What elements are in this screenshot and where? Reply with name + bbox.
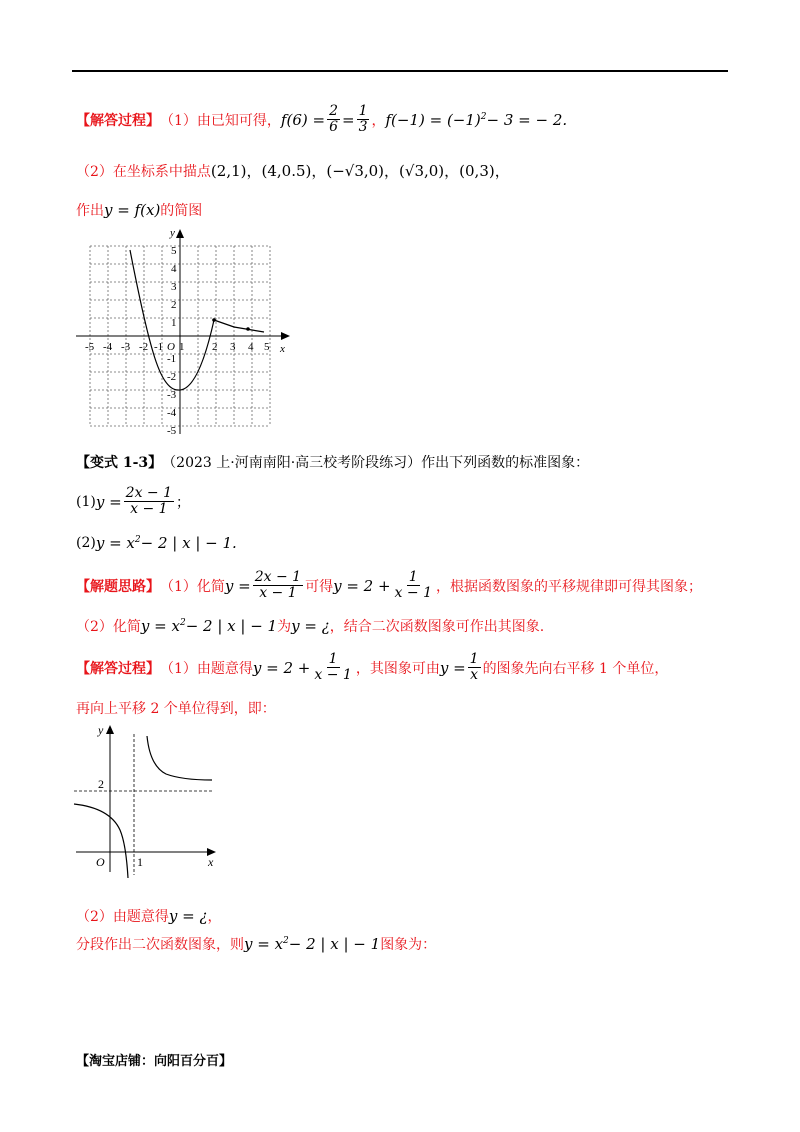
solution3-a: （2）由题意得: [76, 909, 169, 925]
solution-tag: 【解答过程】: [76, 112, 160, 129]
separator: ，: [371, 112, 386, 129]
idea-fraction-2: $\frac{1}{x - 1}$: [394, 569, 432, 602]
svg-text:-1: -1: [154, 341, 164, 353]
svg-text:-2: -2: [139, 341, 149, 353]
svg-text:2: 2: [98, 777, 104, 791]
solution4-expr: $y = x^2- 2$ | x | − 1: [244, 935, 381, 953]
curve-hyperbola-tail: [214, 320, 264, 332]
item-2: [76, 534, 237, 552]
solution-line-1: [76, 104, 567, 136]
idea2-c: ，结合二次函数图象可作出其图象.: [329, 619, 545, 635]
sketch-expr: y = f(x): [104, 201, 161, 219]
solution2-tag: 【解答过程】: [76, 660, 160, 677]
svg-text:2: 2: [212, 341, 218, 353]
svg-text:x: x: [208, 855, 214, 869]
svg-text:-3: -3: [167, 389, 177, 401]
svg-text:-2: -2: [167, 371, 177, 383]
solution2-fraction-2: $\frac{1}{x}$: [469, 651, 479, 684]
idea-fraction-1: $\frac{2x - 1}{x - 1}$: [254, 569, 302, 602]
svg-text:1: 1: [171, 317, 177, 329]
solution-line-2: [76, 160, 510, 181]
solution2-line-3: [76, 906, 222, 926]
svg-text:-5: -5: [85, 341, 95, 353]
solution3-b: ，: [207, 909, 222, 925]
footer-shop: 【淘宝店铺：向阳百分百】: [76, 1054, 233, 1069]
solution2-c: 的图象先向右平移 1 个单位，: [482, 660, 669, 677]
x-axis-arrow: [281, 332, 290, 340]
variant-text: （2023 上·河南南阳·高三校考阶段练习）作出下列函数的标准图象：: [162, 455, 590, 471]
idea2-b: 为: [277, 619, 292, 635]
item-1-lhs: y =: [95, 492, 122, 511]
solution2-line-2: [76, 698, 276, 718]
solution4-a: 分段作出二次函数图象，则: [76, 937, 244, 953]
svg-text:5: 5: [264, 341, 270, 353]
solution2-b: ，其图象可由: [355, 660, 440, 677]
item-2-expr: $y = x^2- 2$ | x | − 1.: [95, 534, 237, 552]
idea2-expr: $y = x^2- 2$ | x | − 1: [140, 617, 278, 635]
svg-text:4: 4: [248, 341, 254, 353]
y-axis-arrow: [176, 229, 184, 238]
f-minus1-expr: $f(-1) = (-1)^2- 3$ = − 2.: [385, 110, 568, 129]
svg-text:1: 1: [137, 855, 143, 869]
solution-line-3: [76, 200, 202, 220]
solution2-line-4: [76, 934, 436, 954]
header-rule: [72, 70, 728, 72]
svg-text:y: y: [170, 227, 175, 239]
item-1-tail: ；: [176, 494, 190, 511]
svg-text:5: 5: [171, 245, 177, 257]
svg-text:-1: -1: [167, 353, 177, 365]
svg-text:O: O: [96, 855, 105, 869]
svg-text:O: O: [167, 341, 175, 353]
svg-text:1: 1: [179, 341, 185, 353]
branch-right: [147, 736, 212, 780]
svg-text:y: y: [98, 723, 104, 737]
solution2-lhs: y = 2 +: [252, 658, 311, 677]
graph2-labels: [96, 723, 214, 869]
item-1: [76, 486, 190, 518]
svg-text:4: 4: [171, 263, 177, 275]
solution2-a: （1）由题意得: [160, 660, 253, 677]
idea-c: ，根据函数图象的平移规律即可得其图象；: [435, 578, 702, 595]
y-axis-arrow: [106, 725, 114, 734]
idea-lhs: y =: [224, 576, 251, 595]
item-1-fraction: $\frac{2x - 1}{x - 1}$: [125, 485, 172, 518]
idea2-expr2: y = ¿: [291, 617, 330, 635]
svg-text:3: 3: [230, 341, 236, 353]
svg-text:-4: -4: [167, 407, 177, 419]
idea-line-1: [76, 570, 702, 602]
idea-a: （1）化简: [160, 578, 225, 595]
idea-tag: 【解题思路】: [76, 578, 160, 595]
solution2-lhs2: y =: [439, 658, 466, 677]
svg-text:x: x: [280, 343, 285, 355]
variant-tag: 【变式 1-3】: [76, 455, 163, 471]
svg-text:-5: -5: [167, 425, 177, 437]
f6-lhs: f(6) =: [280, 110, 326, 129]
item-1-label: (1): [76, 493, 96, 510]
equals-sign: =: [341, 110, 355, 129]
svg-text:-3: -3: [121, 341, 131, 353]
graph1-labels: [85, 227, 285, 437]
solution2-line-1: [76, 652, 668, 684]
fraction-1-3: $\frac{1}{3}$: [358, 103, 368, 136]
solution4-b: 图象为：: [380, 937, 437, 953]
solution3-expr: y = ¿: [168, 907, 208, 925]
point-4-half: [246, 327, 250, 331]
plot-points-intro: （2）在坐标系中描点: [76, 163, 211, 180]
solution2-text: 再向上平移 2 个单位得到，即：: [76, 701, 276, 717]
point-2-1: [212, 318, 216, 322]
sketch-pre: 作出: [76, 203, 104, 219]
svg-text:3: 3: [171, 281, 177, 293]
graph-piecewise: [70, 224, 300, 444]
svg-text:-4: -4: [103, 341, 113, 353]
idea2-a: （2）化简: [76, 619, 141, 635]
fraction-2-6: $\frac{2}{6}$: [329, 103, 338, 136]
graph-hyperbola: [70, 720, 230, 880]
variant-line: [76, 452, 589, 472]
idea-b: 可得: [305, 578, 334, 595]
svg-text:2: 2: [171, 299, 177, 311]
solution2-fraction-1: $\frac{1}{x - 1}$: [314, 651, 352, 684]
plot-points-list: (2,1)，(4,0.5)，(−√3,0)，(√3,0)，(0,3)，: [210, 162, 510, 180]
item-2-label: (2): [76, 535, 96, 551]
solution-intro: （1）由已知可得，: [160, 112, 281, 129]
idea-line-2: [76, 616, 544, 636]
sketch-post: 的简图: [160, 203, 203, 219]
idea-lhs2: y = 2 +: [333, 576, 391, 595]
